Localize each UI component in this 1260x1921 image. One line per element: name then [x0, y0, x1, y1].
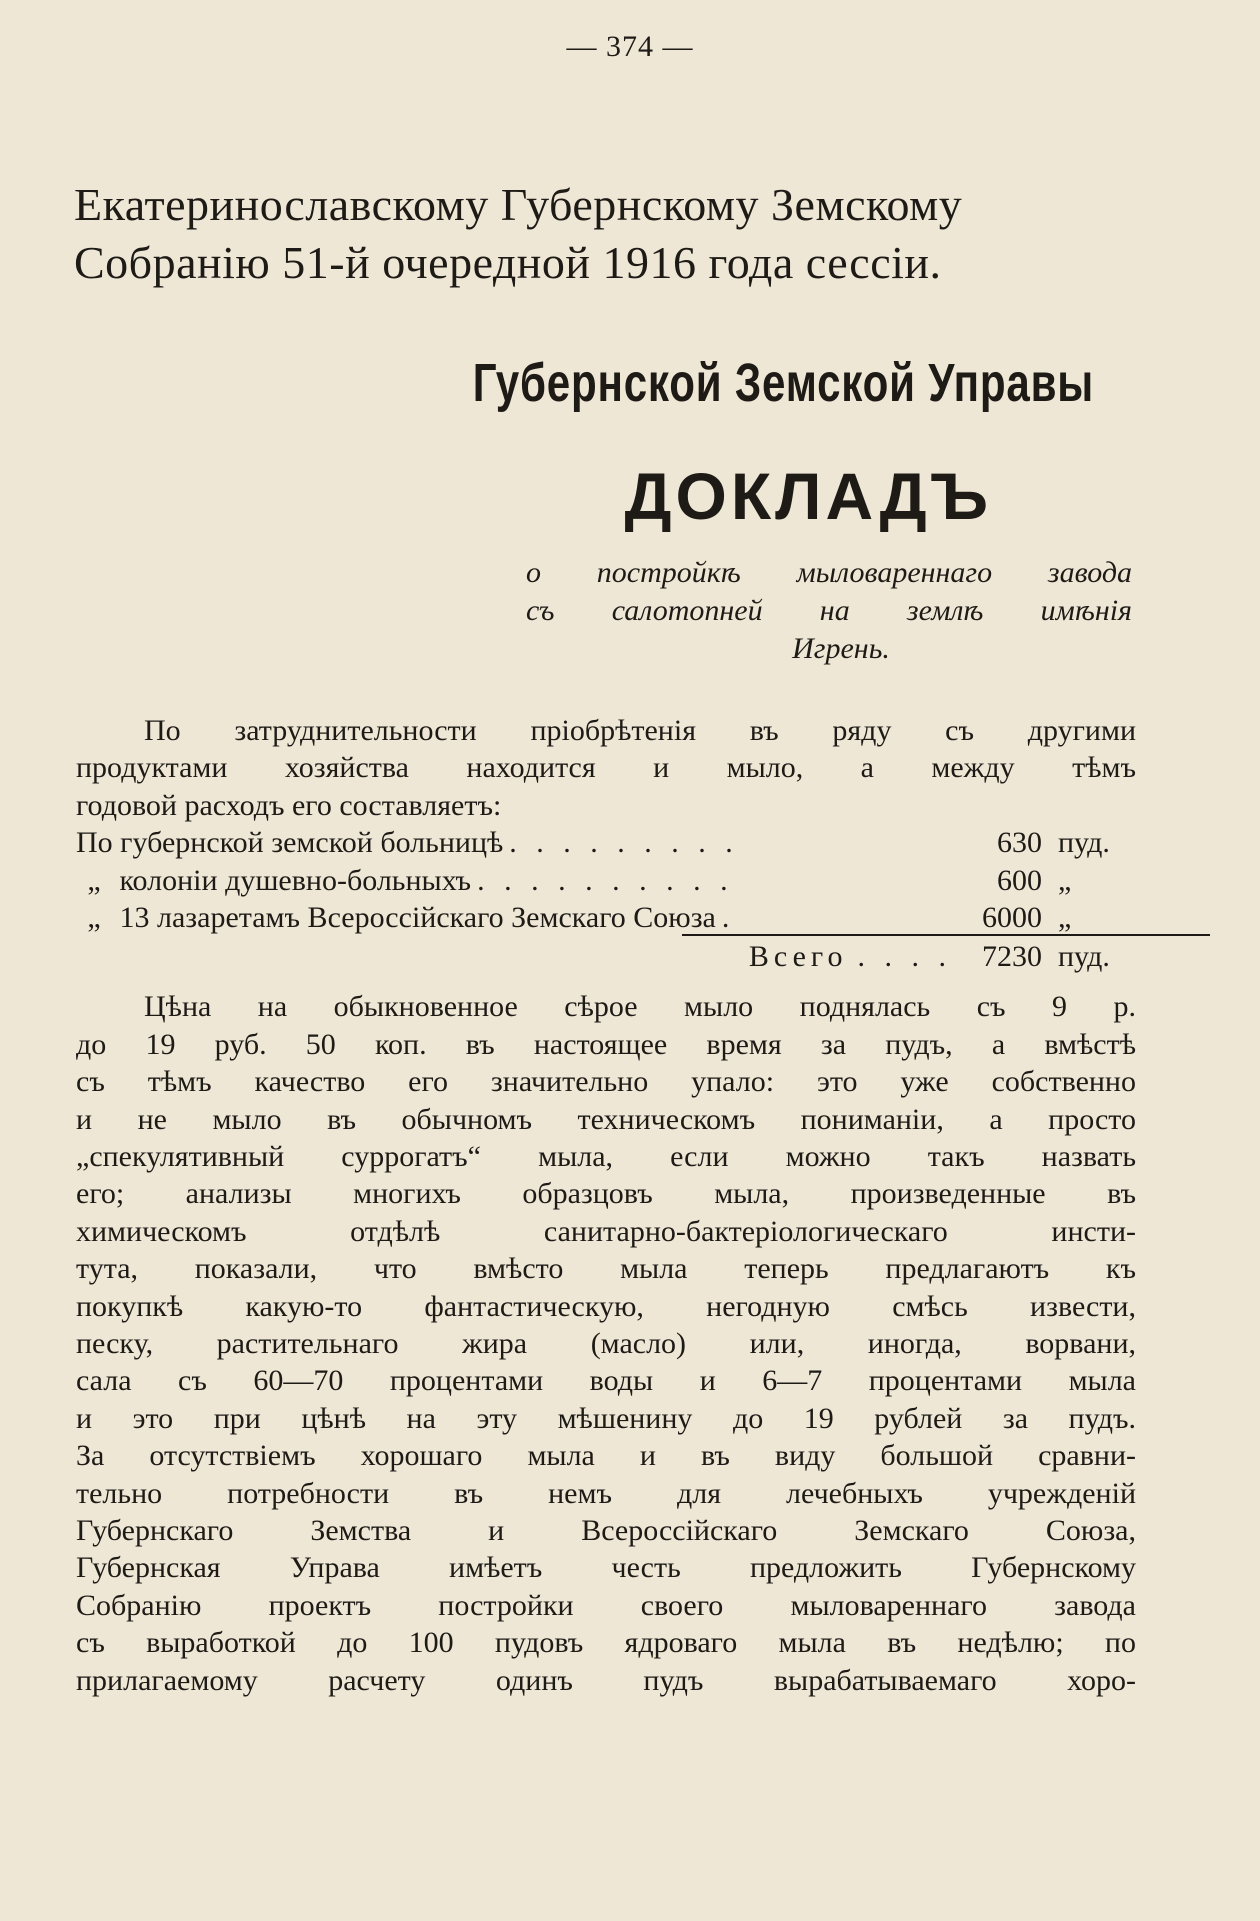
main-paragraph — [76, 988, 1136, 1699]
intro-line: По затруднительности пріобрѣтенія въ ряду съ другими — [144, 714, 1136, 747]
paragraph-line: тельно потребности въ немъ для лечебныхъ учрежденій — [76, 1476, 1136, 1510]
report-body — [76, 712, 1136, 1699]
addressee-heading — [74, 176, 1134, 292]
intro-line: годовой расходъ его составляетъ: — [76, 788, 502, 822]
paragraph-line: химическомъ отдѣлѣ санитарно-бактеріологическаго инсти- — [76, 1214, 1136, 1248]
subject-line: съ салотопней на землѣ имѣнія — [526, 594, 1132, 627]
paragraph-line: съ тѣмъ качество его значительно упало: это уже собственно — [76, 1065, 1136, 1099]
addressee-line: Собранію 51-й очередной 1916 года сессіи. — [74, 237, 942, 288]
addressee-line: Екатеринославскому Губернскому Земскому — [74, 179, 963, 230]
paragraph-line: Губернскаго Земства и Всероссійскаго Земскаго Союза, — [76, 1514, 1136, 1548]
leader-dots: . . . . — [857, 940, 952, 974]
consumption-row — [76, 862, 1136, 899]
row-unit: „ — [1058, 863, 1072, 897]
row-value: 600 — [997, 863, 1042, 897]
page-number: — 374 — — [566, 30, 694, 63]
row-prefix: „ — [87, 901, 101, 934]
document-title: ДОКЛАДЪ — [624, 459, 992, 533]
paragraph-line: За отсутствіемъ хорошаго мыла и въ виду большой сравни- — [76, 1439, 1136, 1473]
row-prefix: По — [76, 826, 113, 860]
paragraph-line: съ выработкой до 100 пудовъ ядроваго мыла въ недѣлю; по — [76, 1626, 1136, 1660]
paragraph-line: и не мыло въ обычномъ техническомъ пониманіи, а просто — [76, 1102, 1136, 1136]
total-value: 7230 — [982, 940, 1042, 974]
row-value: 630 — [997, 826, 1042, 860]
leader-dots: . . . . . . . . . . — [477, 863, 734, 897]
subject-line: о постройкѣ мыловареннаго завода — [526, 556, 1132, 589]
paragraph-line: до 19 руб. 50 коп. въ настоящее время за пудъ, а вмѣстѣ — [76, 1027, 1136, 1061]
issuing-board: Губернской Земской Управы — [472, 353, 1094, 413]
paragraph-line: Собранію проектъ постройки своего мыловареннаго завода — [76, 1588, 1136, 1622]
total-row — [76, 936, 1136, 978]
row-value: 6000 — [982, 901, 1042, 934]
paragraph-line: его; анализы многихъ образцовъ мыла, произведенные въ — [76, 1177, 1136, 1211]
paragraph-line: Губернская Управа имѣетъ честь предложить Губернскому — [76, 1551, 1136, 1585]
row-unit: пуд. — [1058, 826, 1110, 860]
total-label: Всего — [748, 940, 848, 974]
leader-dots: . . . . . . . . . — [509, 826, 739, 860]
paragraph-line: песку, растительнаго жира (масло) или, иногда, ворвани, — [76, 1327, 1136, 1361]
paragraph-line: Цѣна на обыкновенное сѣрое мыло поднялась съ 9 р. — [144, 990, 1136, 1024]
paragraph-line: и это при цѣнѣ на эту мѣшенину до 19 рублей за пудъ. — [76, 1401, 1136, 1435]
total-unit: пуд. — [1058, 940, 1110, 974]
report-subject — [526, 554, 1132, 668]
paragraph-line: покупкѣ какую-то фантастическую, негодную смѣсь извести, — [76, 1289, 1136, 1323]
paragraph-line: сала съ 60—70 процентами воды и 6—7 процентами мыла — [76, 1364, 1136, 1398]
row-label: колоніи душевно-больныхъ — [119, 863, 472, 897]
consumption-table — [76, 824, 1136, 978]
intro-line: продуктами хозяйства находится и мыло, а между тѣмъ — [76, 751, 1136, 785]
paragraph-line: тута, показали, что вмѣсто мыла теперь предлагаютъ къ — [76, 1252, 1136, 1286]
consumption-row — [76, 899, 1136, 936]
row-unit: „ — [1058, 901, 1072, 934]
paragraph-line: прилагаемому расчету одинъ пудъ вырабатываемаго хоро- — [76, 1663, 1136, 1697]
row-label: 13 лазаретамъ Всероссійскаго Земскаго Союза — [119, 901, 716, 934]
consumption-row — [76, 824, 1136, 861]
paragraph-line: „спекулятивный суррогатъ“ мыла, если можно такъ назвать — [76, 1140, 1136, 1174]
leader-dots: . — [721, 901, 736, 934]
subject-line: Игрень. — [792, 632, 890, 665]
row-label: губернской земской больницѣ — [120, 826, 504, 860]
row-prefix: „ — [87, 863, 101, 897]
